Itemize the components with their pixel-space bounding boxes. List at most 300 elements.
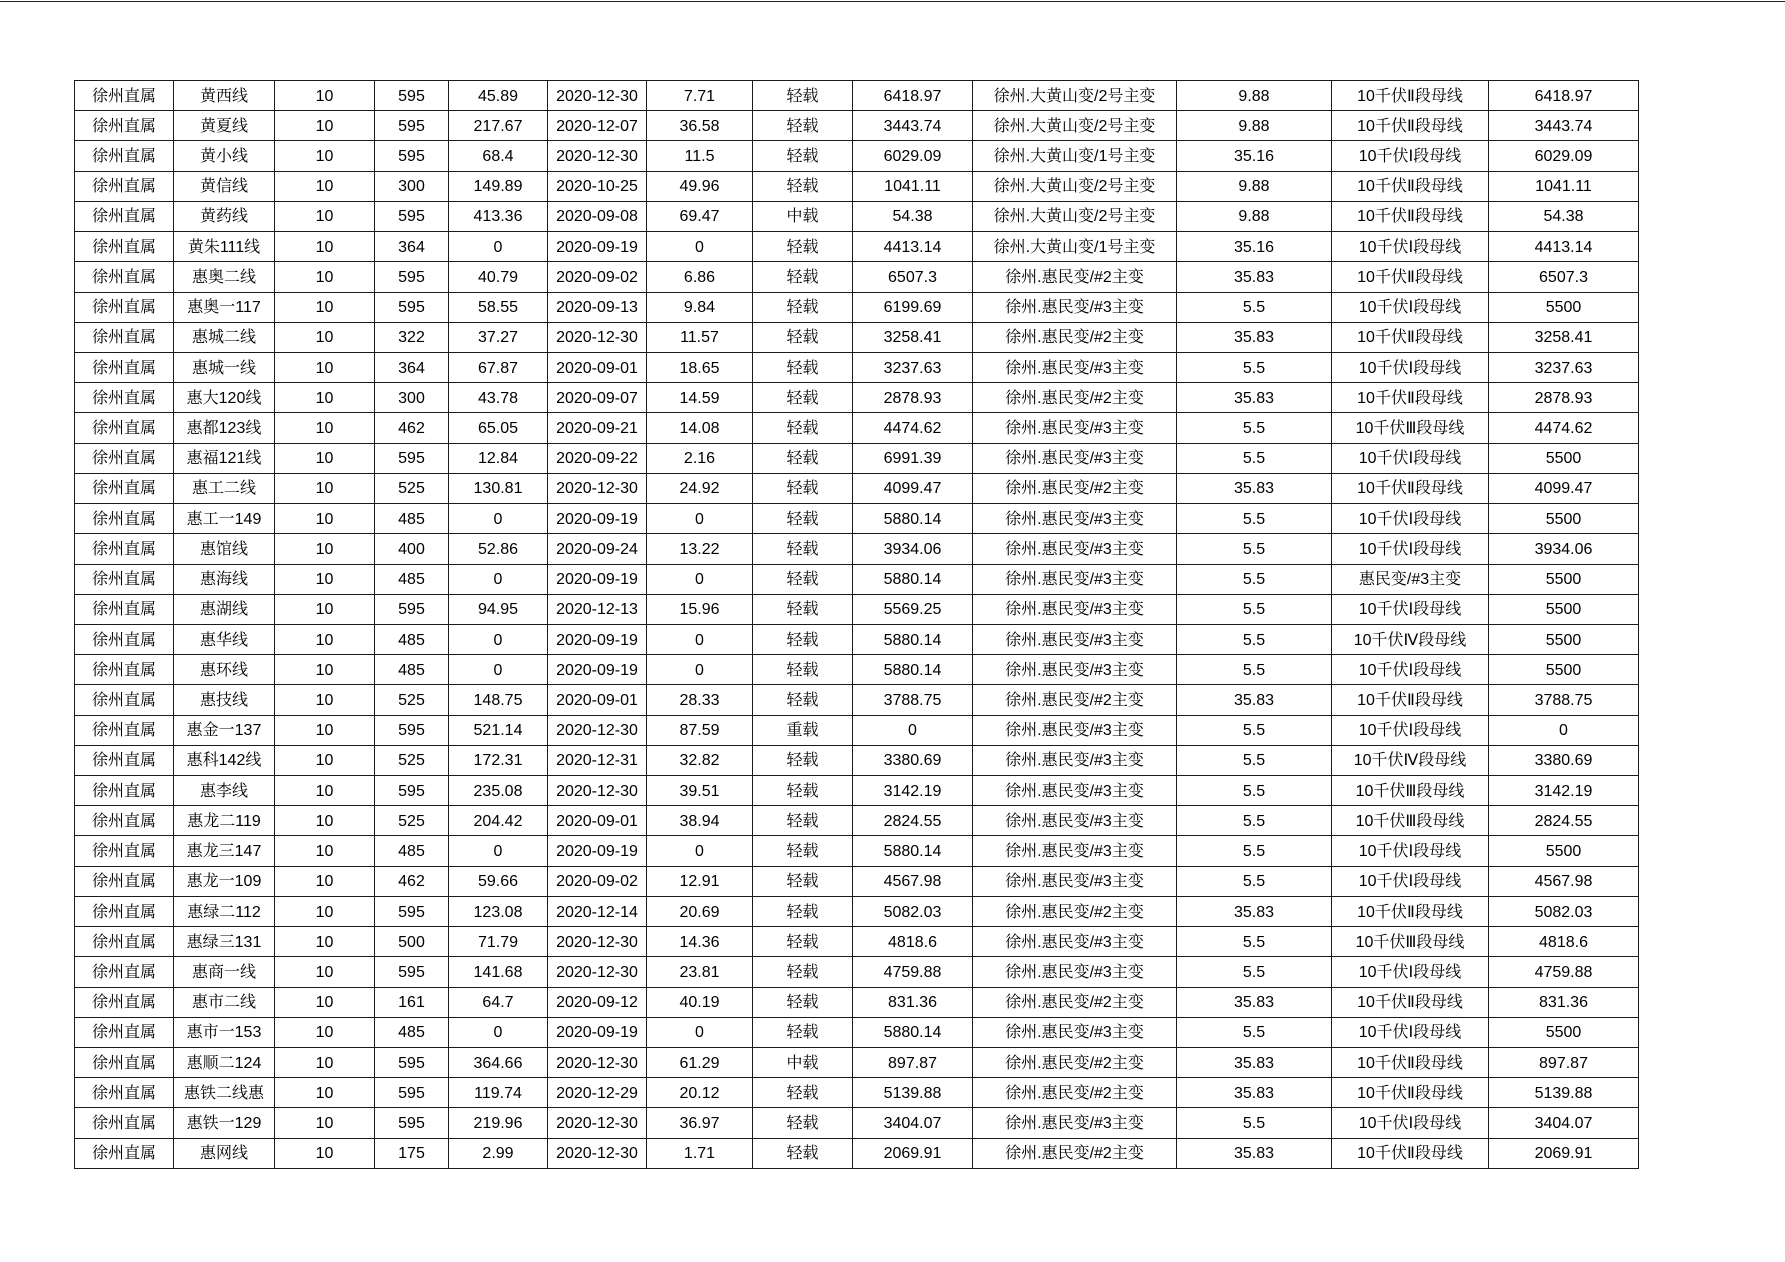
cell-voltage: 10 bbox=[275, 232, 375, 262]
cell-load-rate: 0 bbox=[647, 836, 753, 866]
cell-voltage: 10 bbox=[275, 1108, 375, 1138]
cell-transformer: 徐州.惠民变/#3主变 bbox=[973, 655, 1177, 685]
cell-capacity: 595 bbox=[375, 81, 449, 111]
cell-bus: 10千伏Ⅲ段母线 bbox=[1332, 806, 1489, 836]
cell-line-name: 惠科142线 bbox=[174, 746, 275, 776]
cell-transformer: 徐州.惠民变/#2主变 bbox=[973, 897, 1177, 927]
cell-load: 130.81 bbox=[449, 474, 548, 504]
cell-available-capacity: 5880.14 bbox=[853, 836, 973, 866]
cell-load-rate: 1.71 bbox=[647, 1139, 753, 1169]
cell-bus: 10千伏Ⅰ段母线 bbox=[1332, 141, 1489, 171]
cell-load: 217.67 bbox=[449, 111, 548, 141]
cell-bus: 10千伏Ⅰ段母线 bbox=[1332, 716, 1489, 746]
cell-transformer-value: 35.83 bbox=[1177, 1078, 1332, 1108]
cell-transformer-value: 35.16 bbox=[1177, 141, 1332, 171]
cell-load-status: 轻载 bbox=[753, 81, 853, 111]
cell-line-name: 惠华线 bbox=[174, 625, 275, 655]
cell-line-name: 惠湖线 bbox=[174, 595, 275, 625]
cell-available-capacity: 3237.63 bbox=[853, 353, 973, 383]
cell-date: 2020-12-30 bbox=[548, 716, 647, 746]
cell-load: 235.08 bbox=[449, 776, 548, 806]
cell-capacity: 595 bbox=[375, 1078, 449, 1108]
cell-bus-value: 831.36 bbox=[1489, 988, 1639, 1018]
cell-capacity: 525 bbox=[375, 474, 449, 504]
cell-load: 67.87 bbox=[449, 353, 548, 383]
cell-bus: 10千伏Ⅰ段母线 bbox=[1332, 957, 1489, 987]
cell-transformer-value: 5.5 bbox=[1177, 534, 1332, 564]
cell-capacity: 525 bbox=[375, 746, 449, 776]
cell-date: 2020-12-30 bbox=[548, 927, 647, 957]
cell-bus-value: 5082.03 bbox=[1489, 897, 1639, 927]
cell-date: 2020-09-19 bbox=[548, 504, 647, 534]
cell-load-status: 轻载 bbox=[753, 111, 853, 141]
cell-line-name: 黄信线 bbox=[174, 172, 275, 202]
cell-date: 2020-09-12 bbox=[548, 988, 647, 1018]
cell-voltage: 10 bbox=[275, 565, 375, 595]
cell-load-status: 轻载 bbox=[753, 323, 853, 353]
cell-load-rate: 28.33 bbox=[647, 685, 753, 715]
cell-unit: 徐州直属 bbox=[75, 111, 174, 141]
cell-transformer-value: 35.83 bbox=[1177, 383, 1332, 413]
cell-bus: 10千伏Ⅱ段母线 bbox=[1332, 1139, 1489, 1169]
cell-unit: 徐州直属 bbox=[75, 1018, 174, 1048]
cell-capacity: 525 bbox=[375, 806, 449, 836]
cell-line-name: 惠馆线 bbox=[174, 534, 275, 564]
cell-load-status: 轻载 bbox=[753, 172, 853, 202]
cell-transformer-value: 9.88 bbox=[1177, 202, 1332, 232]
cell-capacity: 595 bbox=[375, 1108, 449, 1138]
cell-bus-value: 2824.55 bbox=[1489, 806, 1639, 836]
cell-load-rate: 38.94 bbox=[647, 806, 753, 836]
cell-capacity: 175 bbox=[375, 1139, 449, 1169]
cell-capacity: 485 bbox=[375, 836, 449, 866]
cell-load: 0 bbox=[449, 1018, 548, 1048]
cell-voltage: 10 bbox=[275, 413, 375, 443]
cell-load-status: 轻载 bbox=[753, 685, 853, 715]
cell-load-rate: 69.47 bbox=[647, 202, 753, 232]
cell-voltage: 10 bbox=[275, 1139, 375, 1169]
cell-available-capacity: 6029.09 bbox=[853, 141, 973, 171]
cell-transformer: 徐州.大黄山变/2号主变 bbox=[973, 81, 1177, 111]
cell-date: 2020-09-02 bbox=[548, 262, 647, 292]
cell-load-rate: 39.51 bbox=[647, 776, 753, 806]
cell-unit: 徐州直属 bbox=[75, 504, 174, 534]
cell-available-capacity: 0 bbox=[853, 716, 973, 746]
cell-transformer-value: 5.5 bbox=[1177, 776, 1332, 806]
cell-transformer-value: 35.83 bbox=[1177, 323, 1332, 353]
cell-capacity: 485 bbox=[375, 655, 449, 685]
cell-available-capacity: 5880.14 bbox=[853, 625, 973, 655]
cell-capacity: 485 bbox=[375, 625, 449, 655]
cell-date: 2020-12-30 bbox=[548, 957, 647, 987]
cell-load-rate: 12.91 bbox=[647, 867, 753, 897]
cell-unit: 徐州直属 bbox=[75, 927, 174, 957]
cell-bus: 10千伏Ⅱ段母线 bbox=[1332, 474, 1489, 504]
cell-transformer-value: 35.83 bbox=[1177, 988, 1332, 1018]
cell-line-name: 惠顺二124 bbox=[174, 1048, 275, 1078]
cell-load: 65.05 bbox=[449, 413, 548, 443]
cell-capacity: 462 bbox=[375, 413, 449, 443]
cell-date: 2020-12-30 bbox=[548, 1139, 647, 1169]
cell-transformer-value: 35.83 bbox=[1177, 1048, 1332, 1078]
cell-voltage: 10 bbox=[275, 776, 375, 806]
cell-unit: 徐州直属 bbox=[75, 172, 174, 202]
cell-line-name: 黄药线 bbox=[174, 202, 275, 232]
cell-voltage: 10 bbox=[275, 293, 375, 323]
cell-bus-value: 1041.11 bbox=[1489, 172, 1639, 202]
cell-load: 37.27 bbox=[449, 323, 548, 353]
cell-available-capacity: 2878.93 bbox=[853, 383, 973, 413]
cell-transformer: 徐州.惠民变/#2主变 bbox=[973, 988, 1177, 1018]
cell-load-rate: 14.08 bbox=[647, 413, 753, 443]
top-rule-line bbox=[0, 1, 1785, 2]
cell-bus-value: 54.38 bbox=[1489, 202, 1639, 232]
cell-available-capacity: 897.87 bbox=[853, 1048, 973, 1078]
cell-bus-value: 5500 bbox=[1489, 1018, 1639, 1048]
cell-transformer: 徐州.惠民变/#2主变 bbox=[973, 383, 1177, 413]
cell-capacity: 364 bbox=[375, 353, 449, 383]
cell-load-rate: 14.36 bbox=[647, 927, 753, 957]
cell-bus: 10千伏Ⅱ段母线 bbox=[1332, 323, 1489, 353]
cell-line-name: 惠城二线 bbox=[174, 323, 275, 353]
cell-date: 2020-12-30 bbox=[548, 474, 647, 504]
cell-voltage: 10 bbox=[275, 202, 375, 232]
cell-bus-value: 5500 bbox=[1489, 625, 1639, 655]
cell-bus: 10千伏Ⅱ段母线 bbox=[1332, 383, 1489, 413]
cell-load-status: 轻载 bbox=[753, 534, 853, 564]
cell-transformer-value: 5.5 bbox=[1177, 957, 1332, 987]
cell-line-name: 惠技线 bbox=[174, 685, 275, 715]
cell-capacity: 525 bbox=[375, 685, 449, 715]
cell-capacity: 595 bbox=[375, 716, 449, 746]
cell-voltage: 10 bbox=[275, 534, 375, 564]
cell-date: 2020-09-07 bbox=[548, 383, 647, 413]
cell-load-rate: 7.71 bbox=[647, 81, 753, 111]
cell-bus: 10千伏Ⅲ段母线 bbox=[1332, 413, 1489, 443]
cell-transformer: 徐州.惠民变/#2主变 bbox=[973, 323, 1177, 353]
cell-load-rate: 20.12 bbox=[647, 1078, 753, 1108]
cell-line-name: 惠龙一109 bbox=[174, 867, 275, 897]
cell-available-capacity: 6418.97 bbox=[853, 81, 973, 111]
cell-load: 0 bbox=[449, 836, 548, 866]
cell-bus: 10千伏Ⅰ段母线 bbox=[1332, 1108, 1489, 1138]
cell-line-name: 黄小线 bbox=[174, 141, 275, 171]
cell-voltage: 10 bbox=[275, 836, 375, 866]
cell-load: 119.74 bbox=[449, 1078, 548, 1108]
cell-bus: 10千伏Ⅱ段母线 bbox=[1332, 81, 1489, 111]
cell-line-name: 惠海线 bbox=[174, 565, 275, 595]
cell-capacity: 364 bbox=[375, 232, 449, 262]
cell-unit: 徐州直属 bbox=[75, 1139, 174, 1169]
cell-unit: 徐州直属 bbox=[75, 836, 174, 866]
cell-load: 64.7 bbox=[449, 988, 548, 1018]
cell-load-status: 轻载 bbox=[753, 897, 853, 927]
cell-bus-value: 5500 bbox=[1489, 595, 1639, 625]
cell-bus: 10千伏Ⅱ段母线 bbox=[1332, 988, 1489, 1018]
cell-bus: 10千伏Ⅰ段母线 bbox=[1332, 534, 1489, 564]
cell-line-name: 惠金一137 bbox=[174, 716, 275, 746]
cell-line-name: 惠网线 bbox=[174, 1139, 275, 1169]
cell-load-status: 中载 bbox=[753, 1048, 853, 1078]
cell-available-capacity: 831.36 bbox=[853, 988, 973, 1018]
cell-bus: 10千伏Ⅲ段母线 bbox=[1332, 927, 1489, 957]
cell-load-rate: 36.58 bbox=[647, 111, 753, 141]
cell-transformer-value: 5.5 bbox=[1177, 1108, 1332, 1138]
cell-capacity: 400 bbox=[375, 534, 449, 564]
cell-available-capacity: 4818.6 bbox=[853, 927, 973, 957]
cell-date: 2020-12-29 bbox=[548, 1078, 647, 1108]
cell-unit: 徐州直属 bbox=[75, 595, 174, 625]
cell-bus-value: 3934.06 bbox=[1489, 534, 1639, 564]
cell-bus-value: 5500 bbox=[1489, 293, 1639, 323]
cell-bus: 10千伏Ⅱ段母线 bbox=[1332, 897, 1489, 927]
cell-capacity: 300 bbox=[375, 383, 449, 413]
cell-load: 68.4 bbox=[449, 141, 548, 171]
cell-line-name: 惠商一线 bbox=[174, 957, 275, 987]
cell-transformer: 徐州.惠民变/#2主变 bbox=[973, 262, 1177, 292]
cell-bus: 10千伏Ⅱ段母线 bbox=[1332, 262, 1489, 292]
cell-transformer-value: 5.5 bbox=[1177, 716, 1332, 746]
cell-line-name: 惠环线 bbox=[174, 655, 275, 685]
cell-date: 2020-10-25 bbox=[548, 172, 647, 202]
cell-transformer: 徐州.惠民变/#3主变 bbox=[973, 716, 1177, 746]
cell-capacity: 595 bbox=[375, 202, 449, 232]
cell-bus: 10千伏Ⅱ段母线 bbox=[1332, 172, 1489, 202]
cell-line-name: 黄朱111线 bbox=[174, 232, 275, 262]
cell-date: 2020-12-30 bbox=[548, 1048, 647, 1078]
cell-capacity: 462 bbox=[375, 867, 449, 897]
cell-voltage: 10 bbox=[275, 988, 375, 1018]
cell-available-capacity: 5880.14 bbox=[853, 655, 973, 685]
cell-available-capacity: 3380.69 bbox=[853, 746, 973, 776]
cell-transformer: 徐州.惠民变/#3主变 bbox=[973, 504, 1177, 534]
cell-load-rate: 0 bbox=[647, 565, 753, 595]
cell-unit: 徐州直属 bbox=[75, 474, 174, 504]
cell-transformer: 徐州.惠民变/#3主变 bbox=[973, 1018, 1177, 1048]
cell-available-capacity: 5569.25 bbox=[853, 595, 973, 625]
cell-bus-value: 4474.62 bbox=[1489, 413, 1639, 443]
cell-available-capacity: 5880.14 bbox=[853, 1018, 973, 1048]
cell-voltage: 10 bbox=[275, 141, 375, 171]
cell-transformer-value: 5.5 bbox=[1177, 444, 1332, 474]
cell-load-status: 轻载 bbox=[753, 595, 853, 625]
cell-bus-value: 3237.63 bbox=[1489, 353, 1639, 383]
cell-bus: 10千伏Ⅰ段母线 bbox=[1332, 655, 1489, 685]
cell-date: 2020-09-13 bbox=[548, 293, 647, 323]
cell-load-status: 轻载 bbox=[753, 836, 853, 866]
cell-load: 52.86 bbox=[449, 534, 548, 564]
cell-bus: 10千伏Ⅰ段母线 bbox=[1332, 353, 1489, 383]
cell-line-name: 惠都123线 bbox=[174, 413, 275, 443]
cell-unit: 徐州直属 bbox=[75, 685, 174, 715]
cell-load-status: 轻载 bbox=[753, 444, 853, 474]
cell-load-status: 轻载 bbox=[753, 504, 853, 534]
cell-voltage: 10 bbox=[275, 655, 375, 685]
cell-bus-value: 6507.3 bbox=[1489, 262, 1639, 292]
cell-unit: 徐州直属 bbox=[75, 565, 174, 595]
cell-transformer: 徐州.惠民变/#3主变 bbox=[973, 867, 1177, 897]
cell-voltage: 10 bbox=[275, 262, 375, 292]
cell-transformer: 徐州.惠民变/#3主变 bbox=[973, 625, 1177, 655]
cell-voltage: 10 bbox=[275, 957, 375, 987]
cell-transformer: 徐州.惠民变/#2主变 bbox=[973, 474, 1177, 504]
cell-transformer: 徐州.大黄山变/2号主变 bbox=[973, 111, 1177, 141]
cell-date: 2020-09-19 bbox=[548, 1018, 647, 1048]
cell-transformer: 徐州.惠民变/#3主变 bbox=[973, 776, 1177, 806]
cell-available-capacity: 54.38 bbox=[853, 202, 973, 232]
cell-transformer: 徐州.惠民变/#3主变 bbox=[973, 1108, 1177, 1138]
cell-bus-value: 5500 bbox=[1489, 836, 1639, 866]
cell-load: 2.99 bbox=[449, 1139, 548, 1169]
cell-load-rate: 18.65 bbox=[647, 353, 753, 383]
cell-line-name: 惠李线 bbox=[174, 776, 275, 806]
cell-voltage: 10 bbox=[275, 81, 375, 111]
cell-line-name: 黄夏线 bbox=[174, 111, 275, 141]
cell-transformer-value: 35.83 bbox=[1177, 1139, 1332, 1169]
data-table bbox=[74, 80, 1639, 1169]
cell-unit: 徐州直属 bbox=[75, 988, 174, 1018]
cell-bus: 10千伏Ⅰ段母线 bbox=[1332, 444, 1489, 474]
cell-load: 94.95 bbox=[449, 595, 548, 625]
cell-transformer-value: 5.5 bbox=[1177, 595, 1332, 625]
cell-line-name: 惠市二线 bbox=[174, 988, 275, 1018]
cell-line-name: 惠市一153 bbox=[174, 1018, 275, 1048]
cell-unit: 徐州直属 bbox=[75, 957, 174, 987]
cell-date: 2020-09-19 bbox=[548, 655, 647, 685]
cell-transformer-value: 5.5 bbox=[1177, 1018, 1332, 1048]
cell-load-status: 轻载 bbox=[753, 1078, 853, 1108]
cell-load: 43.78 bbox=[449, 383, 548, 413]
cell-load: 0 bbox=[449, 232, 548, 262]
cell-bus-value: 6029.09 bbox=[1489, 141, 1639, 171]
cell-bus-value: 5500 bbox=[1489, 565, 1639, 595]
cell-bus: 10千伏Ⅱ段母线 bbox=[1332, 202, 1489, 232]
cell-available-capacity: 5880.14 bbox=[853, 565, 973, 595]
cell-transformer: 徐州.惠民变/#2主变 bbox=[973, 1048, 1177, 1078]
cell-voltage: 10 bbox=[275, 685, 375, 715]
cell-load-rate: 13.22 bbox=[647, 534, 753, 564]
cell-bus: 10千伏Ⅳ段母线 bbox=[1332, 746, 1489, 776]
cell-available-capacity: 1041.11 bbox=[853, 172, 973, 202]
cell-transformer: 徐州.惠民变/#3主变 bbox=[973, 595, 1177, 625]
cell-bus-value: 4413.14 bbox=[1489, 232, 1639, 262]
cell-load-status: 轻载 bbox=[753, 383, 853, 413]
cell-available-capacity: 2069.91 bbox=[853, 1139, 973, 1169]
cell-load-rate: 11.57 bbox=[647, 323, 753, 353]
cell-transformer-value: 35.83 bbox=[1177, 897, 1332, 927]
cell-load: 123.08 bbox=[449, 897, 548, 927]
cell-line-name: 惠福121线 bbox=[174, 444, 275, 474]
cell-bus: 10千伏Ⅱ段母线 bbox=[1332, 685, 1489, 715]
cell-load-status: 轻载 bbox=[753, 867, 853, 897]
cell-bus-value: 5500 bbox=[1489, 655, 1639, 685]
cell-transformer: 徐州.惠民变/#3主变 bbox=[973, 746, 1177, 776]
cell-available-capacity: 6507.3 bbox=[853, 262, 973, 292]
cell-capacity: 161 bbox=[375, 988, 449, 1018]
cell-load-rate: 20.69 bbox=[647, 897, 753, 927]
cell-load-status: 轻载 bbox=[753, 776, 853, 806]
cell-load-rate: 49.96 bbox=[647, 172, 753, 202]
cell-bus: 10千伏Ⅰ段母线 bbox=[1332, 867, 1489, 897]
cell-capacity: 485 bbox=[375, 565, 449, 595]
cell-capacity: 595 bbox=[375, 1048, 449, 1078]
cell-bus-value: 3788.75 bbox=[1489, 685, 1639, 715]
cell-bus: 10千伏Ⅰ段母线 bbox=[1332, 504, 1489, 534]
cell-load-rate: 15.96 bbox=[647, 595, 753, 625]
cell-load: 0 bbox=[449, 565, 548, 595]
cell-bus-value: 897.87 bbox=[1489, 1048, 1639, 1078]
cell-load: 0 bbox=[449, 655, 548, 685]
cell-bus-value: 6418.97 bbox=[1489, 81, 1639, 111]
cell-voltage: 10 bbox=[275, 806, 375, 836]
cell-date: 2020-09-24 bbox=[548, 534, 647, 564]
cell-load-status: 轻载 bbox=[753, 413, 853, 443]
cell-load: 12.84 bbox=[449, 444, 548, 474]
cell-unit: 徐州直属 bbox=[75, 293, 174, 323]
cell-line-name: 惠城一线 bbox=[174, 353, 275, 383]
cell-bus: 10千伏Ⅲ段母线 bbox=[1332, 776, 1489, 806]
cell-date: 2020-12-30 bbox=[548, 1108, 647, 1138]
cell-voltage: 10 bbox=[275, 504, 375, 534]
cell-load-rate: 0 bbox=[647, 625, 753, 655]
cell-capacity: 485 bbox=[375, 1018, 449, 1048]
cell-load-status: 轻载 bbox=[753, 565, 853, 595]
cell-transformer-value: 35.16 bbox=[1177, 232, 1332, 262]
cell-load: 148.75 bbox=[449, 685, 548, 715]
cell-bus: 10千伏Ⅰ段母线 bbox=[1332, 232, 1489, 262]
cell-voltage: 10 bbox=[275, 383, 375, 413]
cell-line-name: 惠龙三147 bbox=[174, 836, 275, 866]
cell-load-rate: 40.19 bbox=[647, 988, 753, 1018]
cell-capacity: 595 bbox=[375, 141, 449, 171]
cell-transformer-value: 5.5 bbox=[1177, 655, 1332, 685]
cell-bus-value: 4099.47 bbox=[1489, 474, 1639, 504]
cell-available-capacity: 3404.07 bbox=[853, 1108, 973, 1138]
cell-bus: 10千伏Ⅰ段母线 bbox=[1332, 293, 1489, 323]
cell-load-status: 轻载 bbox=[753, 353, 853, 383]
cell-date: 2020-12-30 bbox=[548, 323, 647, 353]
cell-capacity: 595 bbox=[375, 293, 449, 323]
cell-line-name: 惠铁二线惠 bbox=[174, 1078, 275, 1108]
cell-date: 2020-12-30 bbox=[548, 81, 647, 111]
cell-load-status: 中载 bbox=[753, 202, 853, 232]
cell-load-status: 轻载 bbox=[753, 655, 853, 685]
cell-transformer-value: 35.83 bbox=[1177, 262, 1332, 292]
cell-transformer-value: 5.5 bbox=[1177, 504, 1332, 534]
cell-capacity: 595 bbox=[375, 262, 449, 292]
cell-voltage: 10 bbox=[275, 353, 375, 383]
cell-date: 2020-12-30 bbox=[548, 141, 647, 171]
cell-load: 0 bbox=[449, 504, 548, 534]
cell-transformer: 徐州.惠民变/#2主变 bbox=[973, 1078, 1177, 1108]
cell-transformer-value: 9.88 bbox=[1177, 172, 1332, 202]
cell-unit: 徐州直属 bbox=[75, 323, 174, 353]
cell-transformer-value: 5.5 bbox=[1177, 565, 1332, 595]
cell-voltage: 10 bbox=[275, 746, 375, 776]
cell-unit: 徐州直属 bbox=[75, 232, 174, 262]
cell-load-status: 轻载 bbox=[753, 746, 853, 776]
cell-voltage: 10 bbox=[275, 625, 375, 655]
cell-voltage: 10 bbox=[275, 474, 375, 504]
cell-load-rate: 14.59 bbox=[647, 383, 753, 413]
cell-transformer: 徐州.惠民变/#3主变 bbox=[973, 957, 1177, 987]
cell-transformer: 徐州.惠民变/#3主变 bbox=[973, 413, 1177, 443]
cell-line-name: 惠龙二119 bbox=[174, 806, 275, 836]
cell-load-status: 轻载 bbox=[753, 957, 853, 987]
cell-voltage: 10 bbox=[275, 1018, 375, 1048]
cell-bus: 10千伏Ⅱ段母线 bbox=[1332, 1078, 1489, 1108]
cell-transformer-value: 35.83 bbox=[1177, 685, 1332, 715]
